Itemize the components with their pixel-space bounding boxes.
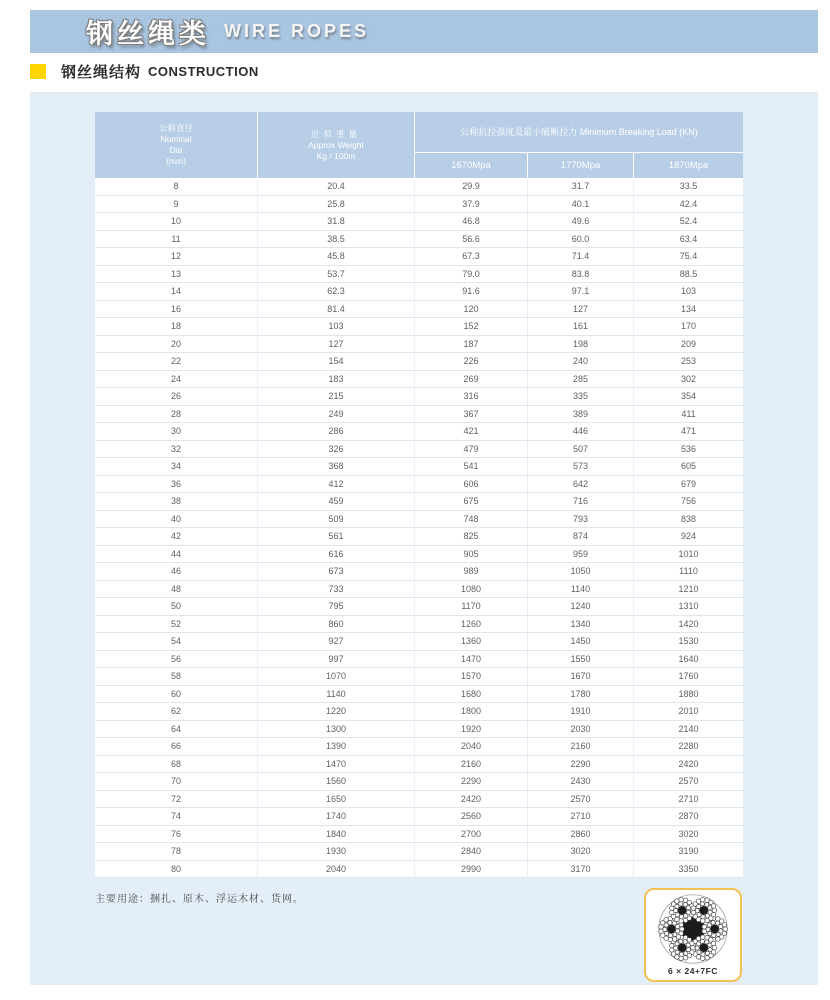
table-row — [95, 318, 743, 336]
table-cell: 134 — [680, 303, 697, 314]
table-cell: 536 — [680, 443, 697, 454]
table-cell: 187 — [415, 336, 528, 353]
table-cell: 16 — [95, 301, 258, 318]
table-cell: 605 — [680, 461, 697, 472]
table-cell: 2860 — [528, 826, 634, 843]
col-header-diameter: 公称直径 Nominal Dia (mm) — [95, 112, 257, 178]
table-row — [95, 336, 743, 354]
table-cell: 2870 — [678, 811, 699, 822]
table-cell: 1760 — [678, 671, 699, 682]
table-cell: 793 — [528, 511, 634, 528]
table-cell: 2990 — [415, 861, 528, 878]
table-row — [95, 178, 743, 196]
table-cell: 2280 — [678, 741, 699, 752]
table-cell: 1170 — [415, 598, 528, 615]
table-row — [95, 406, 743, 424]
table-row — [95, 283, 743, 301]
table-cell: 1470 — [415, 651, 528, 668]
table-row — [95, 248, 743, 266]
table-cell: 38.5 — [258, 231, 415, 248]
table-cell: 716 — [528, 493, 634, 510]
table-cell: 541 — [415, 458, 528, 475]
table-cell: 1360 — [415, 633, 528, 650]
table-cell: 22 — [95, 353, 258, 370]
table-cell: 81.4 — [258, 301, 415, 318]
table-cell: 673 — [258, 563, 415, 580]
table-cell: 2290 — [528, 756, 634, 773]
table-row — [95, 861, 743, 879]
table-cell: 71.4 — [528, 248, 634, 265]
table-cell: 733 — [258, 581, 415, 598]
table-cell: 367 — [415, 406, 528, 423]
table-cell: 412 — [258, 476, 415, 493]
table-cell: 24 — [95, 371, 258, 388]
table-row — [95, 196, 743, 214]
table-cell: 13 — [95, 266, 258, 283]
table-cell: 183 — [258, 371, 415, 388]
table-cell: 67.3 — [415, 248, 528, 265]
table-cell: 56 — [95, 651, 258, 668]
table-cell: 29.9 — [415, 178, 528, 195]
table-cell: 3350 — [678, 863, 699, 874]
table-cell: 50 — [95, 598, 258, 615]
table-cell: 1470 — [258, 756, 415, 773]
section-title-en: CONSTRUCTION — [148, 63, 259, 79]
table-cell: 2010 — [678, 706, 699, 717]
table-cell: 3190 — [678, 846, 699, 857]
table-row — [95, 528, 743, 546]
table-cell: 825 — [415, 528, 528, 545]
table-cell: 2420 — [678, 758, 699, 769]
table-cell: 2710 — [678, 793, 699, 804]
table-cell: 1650 — [258, 791, 415, 808]
table-cell: 2290 — [415, 773, 528, 790]
table-cell: 1910 — [528, 703, 634, 720]
table-cell: 1140 — [258, 686, 415, 703]
table-cell: 2430 — [528, 773, 634, 790]
table-row — [95, 808, 743, 826]
table-cell: 83.8 — [528, 266, 634, 283]
table-cell: 8 — [95, 178, 258, 195]
col-header-breaking-load: 公称抗拉强度及最小破断拉力 Minimum Breaking Load (KN) — [415, 112, 743, 152]
table-cell: 52.4 — [679, 216, 698, 227]
table-cell: 1390 — [258, 738, 415, 755]
table-cell: 2840 — [415, 843, 528, 860]
table-cell: 2700 — [415, 826, 528, 843]
table-cell: 471 — [680, 426, 697, 437]
table-cell: 161 — [528, 318, 634, 335]
table-cell: 1420 — [678, 618, 699, 629]
table-cell: 573 — [528, 458, 634, 475]
table-cell: 1880 — [678, 688, 699, 699]
table-cell: 36 — [95, 476, 258, 493]
table-cell: 215 — [258, 388, 415, 405]
table-cell: 48 — [95, 581, 258, 598]
table-row — [95, 826, 743, 844]
table-cell: 1010 — [678, 548, 699, 559]
table-cell: 40 — [95, 511, 258, 528]
table-cell: 411 — [681, 408, 696, 419]
table-cell: 58 — [95, 668, 258, 685]
table-cell: 1930 — [258, 843, 415, 860]
table-cell: 46 — [95, 563, 258, 580]
table-cell: 53.7 — [258, 266, 415, 283]
table-cell: 120 — [415, 301, 528, 318]
table-header — [95, 112, 743, 178]
table-cell: 927 — [258, 633, 415, 650]
table-cell: 1070 — [258, 668, 415, 685]
table-cell: 56.6 — [415, 231, 528, 248]
table-row — [95, 668, 743, 686]
table-cell: 209 — [680, 338, 697, 349]
table-cell: 1210 — [678, 583, 699, 594]
table-cell: 2570 — [528, 791, 634, 808]
table-cell: 1840 — [258, 826, 415, 843]
table-cell: 9 — [95, 196, 258, 213]
table-cell: 62 — [95, 703, 258, 720]
table-row — [95, 388, 743, 406]
table-cell: 616 — [258, 546, 415, 563]
table-row — [95, 511, 743, 529]
table-cell: 60.0 — [528, 231, 634, 248]
table-row — [95, 703, 743, 721]
table-cell: 302 — [680, 373, 697, 384]
section-heading — [30, 60, 259, 82]
table-cell: 756 — [680, 496, 697, 507]
table-cell: 52 — [95, 616, 258, 633]
table-row — [95, 773, 743, 791]
table-cell: 679 — [680, 478, 697, 489]
table-cell: 1310 — [678, 601, 699, 612]
table-cell: 34 — [95, 458, 258, 475]
table-cell: 198 — [528, 336, 634, 353]
table-cell: 1450 — [528, 633, 634, 650]
col-header-1870mpa: 1870Mpa — [634, 153, 743, 178]
table-cell: 2160 — [528, 738, 634, 755]
table-cell: 838 — [680, 513, 697, 524]
table-cell: 1800 — [415, 703, 528, 720]
table-cell: 42 — [95, 528, 258, 545]
table-row — [95, 493, 743, 511]
table-cell: 1640 — [678, 653, 699, 664]
table-row — [95, 756, 743, 774]
table-cell: 79.0 — [415, 266, 528, 283]
table-cell: 905 — [415, 546, 528, 563]
table-cell: 2040 — [258, 861, 415, 878]
table-cell: 74 — [95, 808, 258, 825]
table-cell: 269 — [415, 371, 528, 388]
table-cell: 31.8 — [258, 213, 415, 230]
table-cell: 1670 — [528, 668, 634, 685]
table-cell: 249 — [258, 406, 415, 423]
page-title-cn: 钢丝绳类 — [86, 19, 210, 49]
table-cell: 507 — [528, 441, 634, 458]
table-cell: 1920 — [415, 721, 528, 738]
table-cell: 1140 — [528, 581, 634, 598]
col-header-weight: 近似重量 Approx Weight Kg / 100m — [258, 112, 414, 178]
table-cell: 49.6 — [528, 213, 634, 230]
table-cell: 1080 — [415, 581, 528, 598]
table-cell: 2030 — [528, 721, 634, 738]
table-cell: 335 — [528, 388, 634, 405]
table-row — [95, 353, 743, 371]
table-cell: 285 — [528, 371, 634, 388]
table-cell: 326 — [258, 441, 415, 458]
table-cell: 3020 — [678, 828, 699, 839]
table-cell: 1260 — [415, 616, 528, 633]
table-cell: 368 — [258, 458, 415, 475]
table-cell: 170 — [680, 321, 697, 332]
table-row — [95, 266, 743, 284]
table-row — [95, 598, 743, 616]
table-row — [95, 791, 743, 809]
table-cell: 76 — [95, 826, 258, 843]
table-cell: 66 — [95, 738, 258, 755]
rope-cross-section-icon — [648, 893, 738, 965]
table-cell: 354 — [680, 391, 697, 402]
table-row — [95, 441, 743, 459]
page-title-en: WIRE ROPES — [224, 21, 370, 41]
table-cell: 1220 — [258, 703, 415, 720]
table-cell: 80 — [95, 861, 258, 878]
table-cell: 152 — [415, 318, 528, 335]
table-cell: 37.9 — [415, 196, 528, 213]
table-cell: 20 — [95, 336, 258, 353]
table-cell: 1110 — [679, 566, 698, 577]
table-cell: 127 — [258, 336, 415, 353]
table-cell: 97.1 — [528, 283, 634, 300]
table-cell: 959 — [528, 546, 634, 563]
table-row — [95, 371, 743, 389]
table-cell: 12 — [95, 248, 258, 265]
table-cell: 479 — [415, 441, 528, 458]
table-cell: 54 — [95, 633, 258, 650]
col-header-1770mpa: 1770Mpa — [528, 153, 633, 178]
table-cell: 103 — [680, 286, 697, 297]
table-cell: 1680 — [415, 686, 528, 703]
table-cell: 1570 — [415, 668, 528, 685]
table-row — [95, 213, 743, 231]
table-cell: 1300 — [258, 721, 415, 738]
table-row — [95, 458, 743, 476]
table-cell: 18 — [95, 318, 258, 335]
table-row — [95, 651, 743, 669]
table-row — [95, 633, 743, 651]
table-cell: 91.6 — [415, 283, 528, 300]
table-cell: 72 — [95, 791, 258, 808]
table-cell: 28 — [95, 406, 258, 423]
table-cell: 2420 — [415, 791, 528, 808]
table-cell: 45.8 — [258, 248, 415, 265]
table-row — [95, 738, 743, 756]
spec-table — [95, 112, 743, 878]
table-cell: 860 — [258, 616, 415, 633]
table-cell: 748 — [415, 511, 528, 528]
table-cell: 11 — [95, 231, 258, 248]
table-cell: 103 — [258, 318, 415, 335]
table-cell: 675 — [415, 493, 528, 510]
table-cell: 1240 — [528, 598, 634, 615]
table-row — [95, 546, 743, 564]
table-cell: 127 — [528, 301, 634, 318]
table-cell: 509 — [258, 511, 415, 528]
table-cell: 2140 — [678, 723, 699, 734]
table-cell: 42.4 — [679, 198, 698, 209]
table-row — [95, 686, 743, 704]
table-cell: 40.1 — [528, 196, 634, 213]
table-cell: 421 — [415, 423, 528, 440]
table-cell: 63.4 — [679, 233, 698, 244]
table-row — [95, 301, 743, 319]
usage-note: 主要用途：捆扎、原木、浮运木材、货网。 — [95, 894, 304, 905]
table-cell: 286 — [258, 423, 415, 440]
table-cell: 46.8 — [415, 213, 528, 230]
table-cell: 2570 — [678, 776, 699, 787]
table-cell: 389 — [528, 406, 634, 423]
table-cell: 253 — [680, 356, 697, 367]
table-cell: 1740 — [258, 808, 415, 825]
table-cell: 1780 — [528, 686, 634, 703]
table-cell: 795 — [258, 598, 415, 615]
table-cell: 1050 — [528, 563, 634, 580]
table-cell: 989 — [415, 563, 528, 580]
table-cell: 459 — [258, 493, 415, 510]
table-cell: 606 — [415, 476, 528, 493]
table-cell: 1550 — [528, 651, 634, 668]
table-cell: 1530 — [678, 636, 699, 647]
table-cell: 78 — [95, 843, 258, 860]
table-cell: 874 — [528, 528, 634, 545]
table-cell: 561 — [258, 528, 415, 545]
table-row — [95, 721, 743, 739]
table-cell: 924 — [680, 531, 697, 542]
table-cell: 446 — [528, 423, 634, 440]
table-cell: 642 — [528, 476, 634, 493]
table-cell: 154 — [258, 353, 415, 370]
table-cell: 997 — [258, 651, 415, 668]
rope-construction-card — [644, 888, 742, 982]
table-cell: 62.3 — [258, 283, 415, 300]
table-row — [95, 423, 743, 441]
table-cell: 240 — [528, 353, 634, 370]
table-cell: 75.4 — [679, 251, 698, 262]
table-body — [95, 178, 743, 878]
table-row — [95, 843, 743, 861]
table-cell: 2040 — [415, 738, 528, 755]
content-panel — [30, 92, 818, 985]
table-cell: 10 — [95, 213, 258, 230]
table-cell: 33.5 — [679, 181, 698, 192]
table-cell: 316 — [415, 388, 528, 405]
table-cell: 70 — [95, 773, 258, 790]
table-cell: 20.4 — [258, 178, 415, 195]
col-header-1670mpa: 1670Mpa — [415, 153, 527, 178]
rope-type-label: 6 × 24+7FC — [668, 966, 718, 976]
table-cell: 1560 — [258, 773, 415, 790]
table-cell: 44 — [95, 546, 258, 563]
table-cell: 25.8 — [258, 196, 415, 213]
table-cell: 26 — [95, 388, 258, 405]
table-cell: 2560 — [415, 808, 528, 825]
page-title-band — [30, 10, 818, 53]
section-title-cn: 钢丝绳结构 — [61, 63, 142, 81]
table-cell: 3170 — [528, 861, 634, 878]
table-cell: 3020 — [528, 843, 634, 860]
table-cell: 68 — [95, 756, 258, 773]
table-cell: 226 — [415, 353, 528, 370]
table-row — [95, 476, 743, 494]
table-cell: 60 — [95, 686, 258, 703]
table-cell: 32 — [95, 441, 258, 458]
table-cell: 30 — [95, 423, 258, 440]
table-cell: 31.7 — [528, 178, 634, 195]
yellow-square-icon — [30, 64, 46, 79]
table-cell: 88.5 — [679, 268, 698, 279]
table-row — [95, 231, 743, 249]
table-row — [95, 581, 743, 599]
table-row — [95, 563, 743, 581]
table-cell: 38 — [95, 493, 258, 510]
table-row — [95, 616, 743, 634]
table-cell: 2710 — [528, 808, 634, 825]
table-cell: 64 — [95, 721, 258, 738]
table-cell: 2160 — [415, 756, 528, 773]
table-cell: 1340 — [528, 616, 634, 633]
table-cell: 14 — [95, 283, 258, 300]
